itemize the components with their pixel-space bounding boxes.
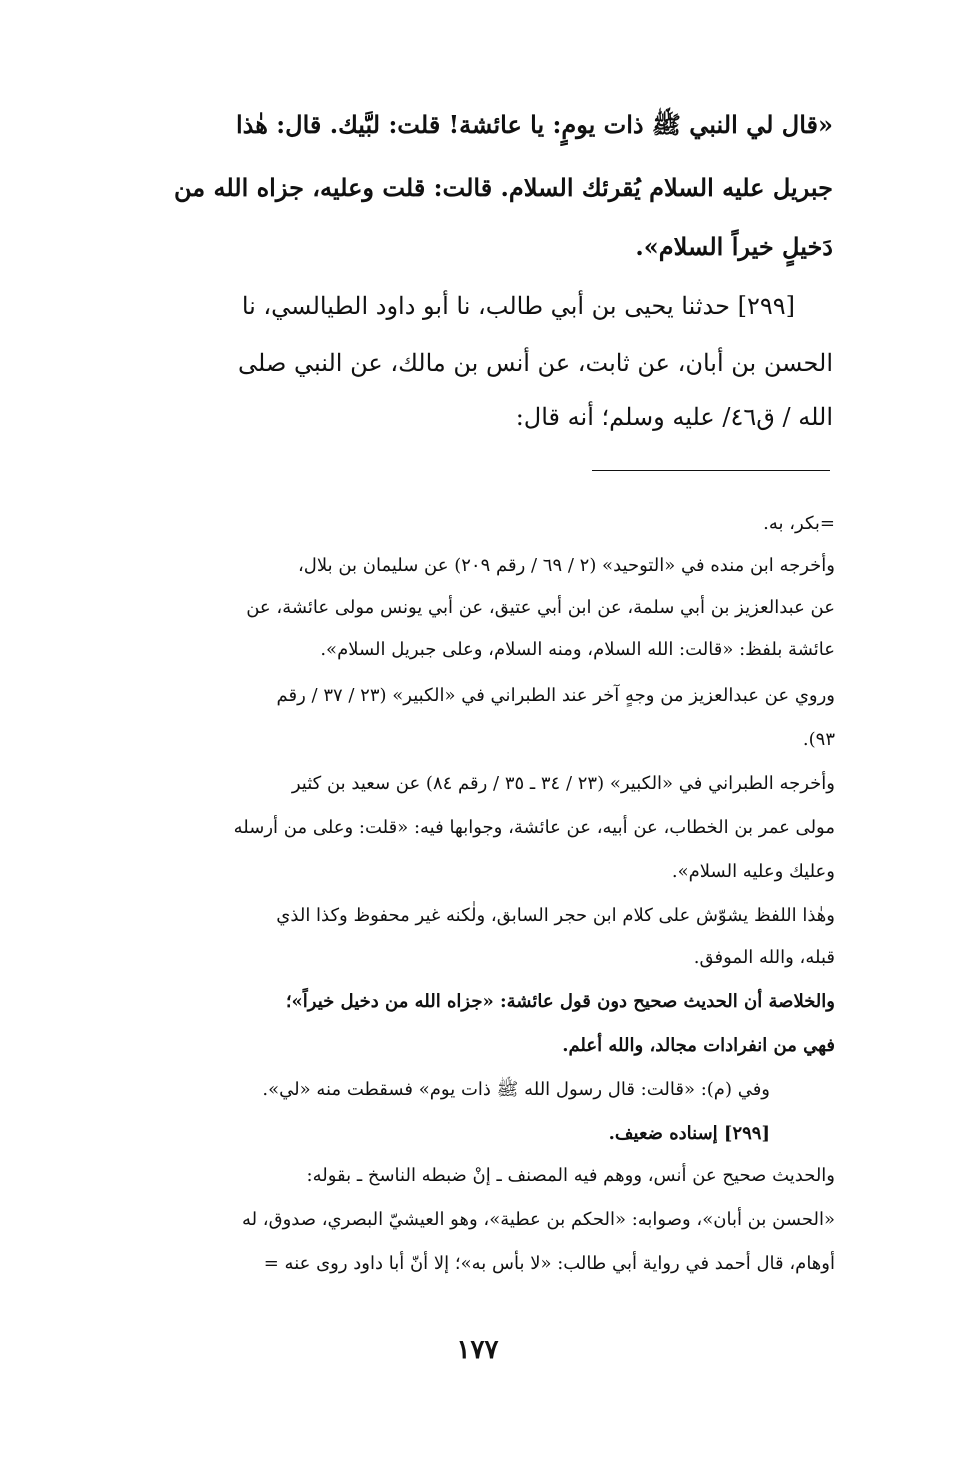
footnote-line: وفي (م): «قالت: قال رسول الله ﷺ ذات يوم» فسقطت منه «لي». [262, 1079, 770, 1100]
main-line-1: «قال لي النبي ﷺ ذات يومٍ: يا عائشة! قلت: لبَّيك. قال: هٰذا [236, 110, 833, 139]
footnote-line: ٩٣). [802, 729, 835, 750]
footnote-line: «الحسن بن أبان»، وصوابه: «الحكم بن عطية»، وهو العيشيّ البصري، صدوق، له [241, 1209, 835, 1230]
footnote-separator [592, 470, 830, 471]
hadith-299-line-1: [٢٩٩] حدثنا يحيى بن أبي طالب، نا أبو داود الطيالسي، نا [241, 292, 795, 320]
footnote-conclusion: والخلاصة أن الحديث صحيح دون قول عائشة: «جزاه الله من دخيل خيراً»؛ [285, 991, 835, 1012]
footnote-line: وأخرجه الطبراني في «الكبير» (٢٣ / ٣٤ ـ ٣٥ / رقم ٨٤) عن سعيد بن كثير [291, 773, 835, 794]
main-line-2: جبريل عليه السلام يُقرئك السلام. قالت: قلت وعليه، جزاه الله من [173, 173, 833, 202]
footnote-line: مولى عمر بن الخطاب، عن أبيه، عن عائشة، وجوابها فيه: «قلت: وعلى من أرسله [233, 817, 835, 838]
page-number: ١٧٧ [456, 1335, 499, 1365]
footnote-line: أوهام، قال أحمد في رواية أبي طالب: «لا بأس به»؛ إلا أنّ أبا داود روى عنه = [263, 1253, 835, 1274]
hadith-299-line-3: الله / ق٤٦/ عليه وسلم؛ أنه قال: [515, 403, 833, 431]
footnote-line: وروي عن عبدالعزيز من وجهٍ آخر عند الطبراني في «الكبير» (٢٣ / ٣٧ / رقم [276, 685, 835, 706]
footnote-conclusion: فهي من انفرادات مجالد، والله أعلم. [562, 1035, 835, 1056]
footnote-line: عائشة بلفظ: «قالت: الله السلام، ومنه السلام، وعلى جبريل السلام». [320, 639, 835, 660]
footnote-line: وعليك وعليه السلام». [671, 861, 835, 882]
footnote-line: والحديث صحيح عن أنس، ووهم فيه المصنف ـ إنْ ضبطه الناسخ ـ بقوله: [306, 1165, 835, 1186]
hadith-299-line-2: الحسن بن أبان، عن ثابت، عن أنس بن مالك، عن النبي صلى [238, 349, 833, 377]
footnote-299-heading: [٢٩٩] إسناده ضعيف. [608, 1123, 770, 1144]
footnote-line: =بكر، به. [763, 513, 835, 534]
footnote-line: قبله، والله الموفق. [693, 947, 835, 968]
footnote-line: وهٰذا اللفظ يشوّش على كلام ابن حجر السابق، ولٰكنه غير محفوظ وكذا الذي [276, 905, 835, 926]
footnote-line: وأخرجه ابن منده في «التوحيد» (٢ / ٦٩ / رقم ٢٠٩) عن سليمان بن بلال، [297, 555, 835, 576]
footnote-line: عن عبدالعزيز بن أبي سلمة، عن ابن أبي عتيق، عن أبي يونس مولى عائشة، عن [246, 597, 835, 618]
main-line-3: دَخيلٍ خيراً السلام». [635, 232, 833, 261]
